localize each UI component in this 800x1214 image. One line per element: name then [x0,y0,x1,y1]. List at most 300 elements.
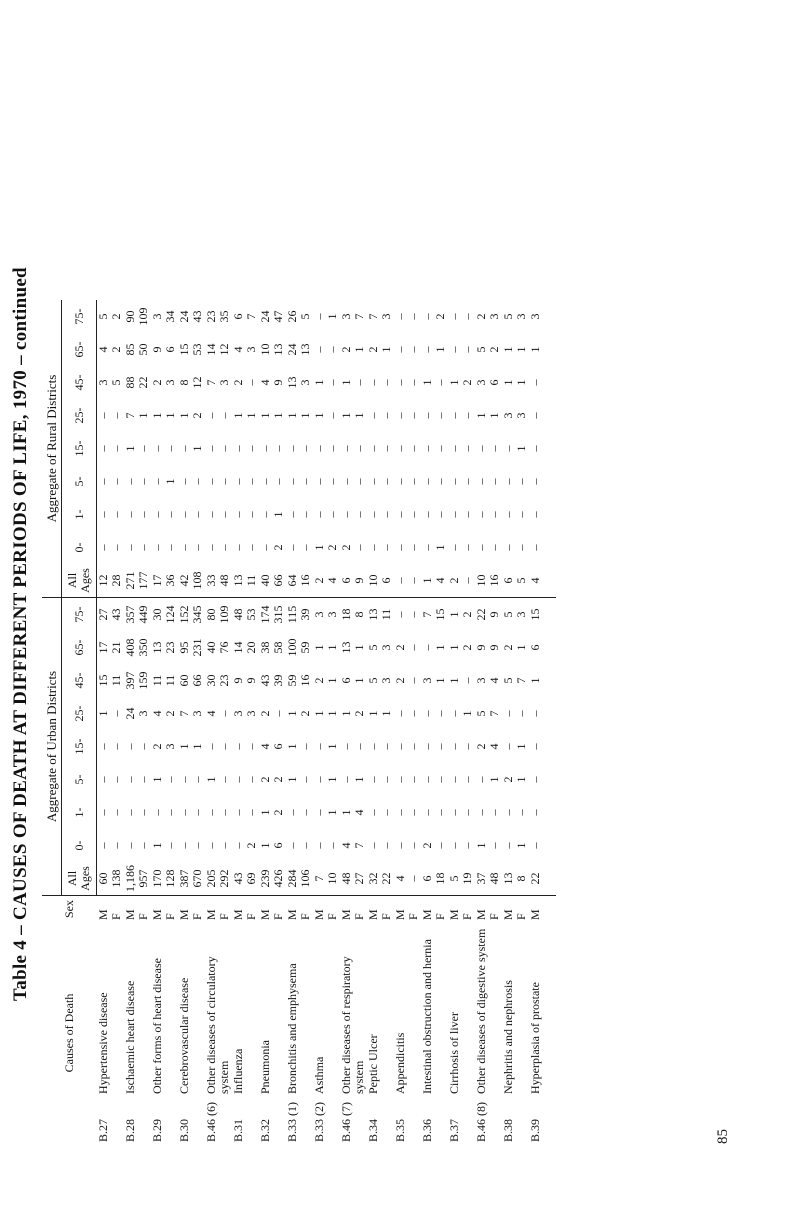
rural-value: 22 [136,376,150,389]
urban-value: 7 [514,677,528,684]
sex-cell [421,896,448,923]
rural-value-cell [151,498,178,531]
rural-value-cell [475,465,502,498]
rural-value-cell [502,366,529,399]
rural-value: – [514,544,528,551]
urban-value: – [420,809,434,816]
urban-value: – [123,809,137,816]
urban-value-cell [313,730,340,763]
sex-label: F [108,913,123,920]
rural-value: – [420,511,434,518]
table-row [529,300,556,1144]
rural-value: – [528,379,542,386]
urban-value: 106 [298,869,312,888]
urban-value: 670 [190,869,204,888]
cause-code: B.30 [177,1118,191,1142]
rural-value: – [393,511,407,518]
rural-value-cell [313,564,340,598]
urban-value: 124 [163,605,177,624]
rural-value-cell [394,432,421,465]
rural-value: – [393,313,407,320]
sex-label: F [298,913,312,920]
sex-cell [286,896,313,923]
urban-value: – [447,809,461,816]
rural-value-cell [529,498,556,531]
urban-value-cell [151,631,178,664]
cause-code: B.33 (2) [312,1102,326,1142]
urban-value: – [460,677,474,684]
urban-age-header: 1- [62,796,97,829]
urban-value: – [352,743,366,750]
rural-value: – [163,445,177,452]
cause-code: B.33 (1) [285,1102,299,1142]
urban-value-cell [340,598,367,632]
urban-value-cell [232,598,259,632]
cause-name: Influenza [231,1048,245,1094]
sex-label: M [474,909,488,920]
urban-value-cell [313,862,340,896]
rural-value: – [447,445,461,452]
rural-value: 3 [379,313,393,320]
sex-label: F [136,913,150,920]
rural-value: – [460,577,474,584]
rural-value-cell [286,465,313,498]
rural-value-cell [151,564,178,598]
rural-value: – [96,544,110,551]
urban-value-cell [97,862,125,896]
urban-value: 66 [190,674,204,687]
urban-value: – [123,776,137,783]
rural-value: 1 [123,445,137,452]
rural-value: 24 [285,343,299,356]
urban-value: – [420,776,434,783]
urban-value: – [366,809,380,816]
rural-value: 1 [420,379,434,386]
rural-value: – [177,544,191,551]
rural-age-header: 0- [62,531,97,564]
urban-header: Aggregate of Urban Districts [42,598,62,896]
urban-value: 39 [298,608,312,621]
rural-value: – [501,544,515,551]
rural-value: – [258,544,272,551]
rural-value: – [136,511,150,518]
page-number: 85 [715,1129,731,1144]
table-row [448,300,475,1144]
rural-value: – [177,511,191,518]
rural-value: 4 [528,577,542,584]
sex-label: M [123,909,137,920]
rural-value: 7 [366,313,380,320]
urban-value: 5 [366,644,380,651]
sex-cell [313,896,340,923]
urban-value-cell [394,763,421,796]
urban-value: 1 [514,776,528,783]
rural-value: – [379,511,393,518]
cause-name: Appendicitis [393,1032,407,1094]
rural-value: 271 [123,571,137,590]
cause-name: Nephritis and nephrosis [501,980,515,1094]
rural-value: – [447,412,461,419]
urban-value: 1 [204,776,218,783]
rural-value: 2 [109,313,123,320]
rural-value: – [393,346,407,353]
rural-value-cell [502,465,529,498]
rural-value: – [150,511,164,518]
rural-value: 2 [190,412,204,419]
sex-label: M [95,909,110,920]
urban-value: – [501,809,515,816]
rural-value: 43 [190,310,204,323]
rural-value: 3 [514,412,528,419]
rural-value: – [190,511,204,518]
rural-value: 4 [96,346,110,353]
rural-value: – [244,478,258,485]
rural-value: 3 [474,379,488,386]
urban-value: 205 [204,869,218,888]
rural-value: – [109,445,123,452]
urban-value: – [433,710,447,717]
urban-value-cell [124,829,151,862]
urban-value: 1 [487,776,501,783]
rural-value-cell [286,333,313,366]
rural-value: – [393,544,407,551]
rural-value: 12 [217,343,231,356]
urban-value-cell [475,664,502,697]
rural-value: 6 [487,379,501,386]
rural-value-cell [475,333,502,366]
rural-value: – [528,511,542,518]
urban-value: 449 [136,605,150,624]
rural-value-cell [151,399,178,432]
rural-value: 108 [190,571,204,590]
rural-value-cell [178,432,205,465]
rural-value: – [487,478,501,485]
rural-value: – [244,511,258,518]
rural-value-cell [475,399,502,432]
rural-value: – [366,379,380,386]
urban-value-cell [151,829,178,862]
rural-value: 2 [109,346,123,353]
urban-value-cell [529,829,556,862]
rural-value: 1 [244,412,258,419]
urban-value: 3 [420,677,434,684]
urban-value-cell [259,829,286,862]
rural-value-cell [448,399,475,432]
rural-value-cell [232,333,259,366]
rural-value: – [487,445,501,452]
rural-value: – [217,445,231,452]
urban-value: 3 [163,743,177,750]
urban-value: – [231,743,245,750]
rural-value: 6 [231,313,245,320]
urban-value-cell [205,730,232,763]
urban-value-cell [529,631,556,664]
rural-value: – [312,478,326,485]
rural-value-cell [259,465,286,498]
rural-value-cell [313,300,340,333]
rural-value: 1 [474,412,488,419]
rural-value-cell [178,531,205,564]
rural-value-cell [259,432,286,465]
urban-value: – [217,710,231,717]
urban-value: – [393,710,407,717]
rural-value: 88 [123,376,137,389]
rural-value: 1 [271,412,285,419]
sex-label: F [163,913,177,920]
urban-value: 15 [96,674,110,687]
urban-value: 17 [96,641,110,654]
rural-value: – [487,544,501,551]
urban-value-cell [502,796,529,829]
urban-value: – [487,842,501,849]
urban-value-cell [286,598,313,632]
rural-value: – [298,478,312,485]
rural-value: – [136,478,150,485]
urban-value: – [298,809,312,816]
urban-value: – [312,809,326,816]
urban-value: – [136,809,150,816]
rural-value-cell [232,465,259,498]
rural-value: – [96,478,110,485]
urban-value: – [109,776,123,783]
urban-value: – [379,776,393,783]
rural-value: 1 [514,379,528,386]
urban-value: 387 [177,869,191,888]
urban-value-cell [232,829,259,862]
rural-value: 1 [528,346,542,353]
rural-value: 50 [136,343,150,356]
rural-value: 47 [271,310,285,323]
urban-value: – [96,809,110,816]
urban-value: – [406,776,420,783]
urban-value: 1 [312,644,326,651]
rural-value: – [217,412,231,419]
urban-value-cell [340,763,367,796]
rural-value-cell [448,300,475,333]
urban-value: – [177,842,191,849]
rural-value-cell [313,399,340,432]
rural-value-cell [232,432,259,465]
rural-value-cell [286,432,313,465]
urban-value: 350 [136,638,150,657]
urban-value-cell [151,796,178,829]
cause-name: Cirrhosis of liver [447,1012,461,1094]
urban-value: 1 [325,776,339,783]
rural-value-cell [502,399,529,432]
sex-cell [529,896,556,923]
urban-value: 397 [123,671,137,690]
rural-value: – [366,445,380,452]
rural-value: – [150,544,164,551]
rural-age-header: All Ages [62,564,97,598]
urban-value: 2 [271,809,285,816]
urban-value-cell [394,829,421,862]
cause-name: Peptic Ulcer [366,1034,380,1094]
urban-value: 1 [514,842,528,849]
sex-label: M [150,909,164,920]
urban-value: 1 [325,743,339,750]
cause-name: Other diseases of respiratory system [339,956,366,1094]
urban-value: 43 [258,674,272,687]
cause-name: Other diseases of circulatory system [204,956,231,1094]
urban-value: – [447,776,461,783]
urban-value: 152 [177,605,191,624]
rural-value-cell [367,531,394,564]
urban-value-cell [421,862,448,896]
urban-value: 5 [474,710,488,717]
causes-of-death-table [42,300,556,1144]
urban-value: 8 [352,611,366,618]
rural-value-cell [475,366,502,399]
urban-value: 53 [244,608,258,621]
rural-value: – [109,511,123,518]
rural-value: 2 [460,379,474,386]
urban-value: – [447,743,461,750]
rural-value-cell [340,531,367,564]
rural-value: – [258,478,272,485]
urban-value: – [339,743,353,750]
rural-value: – [204,544,218,551]
urban-value: 1 [352,776,366,783]
rural-value: 3 [514,313,528,320]
rural-value: 12 [96,574,110,587]
urban-value-cell [259,631,286,664]
urban-value-cell [502,862,529,896]
urban-value-cell [151,763,178,796]
rural-value-cell [421,498,448,531]
urban-value: 345 [190,605,204,624]
rural-value: – [109,544,123,551]
rural-value: – [433,379,447,386]
urban-value-cell [502,598,529,632]
table-row [178,300,205,1144]
rural-value-cell [178,300,205,333]
rural-value: 1 [352,346,366,353]
sex-label: M [204,909,218,920]
urban-value: 43 [109,608,123,621]
urban-value: – [312,743,326,750]
sex-cell [394,896,421,923]
urban-value-cell [421,631,448,664]
rural-value: 1 [163,412,177,419]
rural-value-cell [124,465,151,498]
urban-value: 2 [474,743,488,750]
urban-value: 6 [271,743,285,750]
rural-value: – [325,478,339,485]
rural-value: 40 [258,574,272,587]
urban-value: 60 [96,872,110,885]
urban-value-cell [475,631,502,664]
urban-value: – [474,776,488,783]
rural-value-cell [448,333,475,366]
urban-value-cell [313,631,340,664]
urban-value: 231 [190,638,204,657]
urban-value-cell [178,730,205,763]
rural-value: – [433,412,447,419]
rural-value-cell [367,465,394,498]
urban-value: 1 [96,710,110,717]
urban-value-cell [205,664,232,697]
urban-value-cell [475,796,502,829]
rural-value-cell [151,531,178,564]
rural-value: 4 [258,379,272,386]
urban-value: 2 [393,677,407,684]
urban-value-cell [313,697,340,730]
urban-value: 18 [433,872,447,885]
rural-value-cell [178,399,205,432]
urban-value-cell [151,862,178,896]
rural-value: 1 [352,412,366,419]
urban-value-cell [259,664,286,697]
rural-value: 90 [123,310,137,323]
rural-value: – [528,445,542,452]
urban-age-header: 15- [62,730,97,763]
rural-value: – [501,445,515,452]
urban-value: 19 [460,872,474,885]
urban-value-cell [421,829,448,862]
rural-value: – [339,511,353,518]
rural-value-cell [421,399,448,432]
urban-value: – [271,710,285,717]
rural-value-cell [502,531,529,564]
urban-value: – [420,710,434,717]
urban-value-cell [502,697,529,730]
sex-label: F [325,913,339,920]
urban-value: – [406,842,420,849]
urban-value-cell [367,631,394,664]
rural-value: 1 [339,412,353,419]
rural-value: 1 [312,412,326,419]
urban-value: 239 [258,869,272,888]
sex-label: M [528,909,542,920]
rural-value: – [420,346,434,353]
urban-value: – [501,743,515,750]
rural-value-cell [286,399,313,432]
sex-cell [340,896,367,923]
urban-value: 2 [352,710,366,717]
urban-value: 174 [258,605,272,624]
urban-value: 7 [487,710,501,717]
rural-value: 8 [177,379,191,386]
rural-value-cell [529,333,556,366]
rural-value: – [406,478,420,485]
urban-value: 1 [325,809,339,816]
rural-value: – [420,544,434,551]
urban-value-cell [97,829,125,862]
urban-value-cell [421,664,448,697]
urban-value: 2 [258,776,272,783]
urban-value-cell [97,697,125,730]
urban-value-cell [448,829,475,862]
rural-value: 6 [163,346,177,353]
rural-value: – [406,412,420,419]
urban-value: 43 [231,872,245,885]
rural-value-cell [97,366,125,399]
rural-value-cell [475,300,502,333]
cause-code: B.38 [501,1118,515,1142]
urban-value: 39 [271,674,285,687]
rural-value: 3 [150,313,164,320]
urban-value: 11 [163,674,177,687]
rural-value: – [352,544,366,551]
sex-cell [124,896,151,923]
rural-value: – [474,511,488,518]
sex-cell [178,896,205,923]
cause-name: Other forms of heart disease [150,958,164,1094]
rural-value: 3 [163,379,177,386]
urban-value: – [420,644,434,651]
urban-value: – [109,743,123,750]
